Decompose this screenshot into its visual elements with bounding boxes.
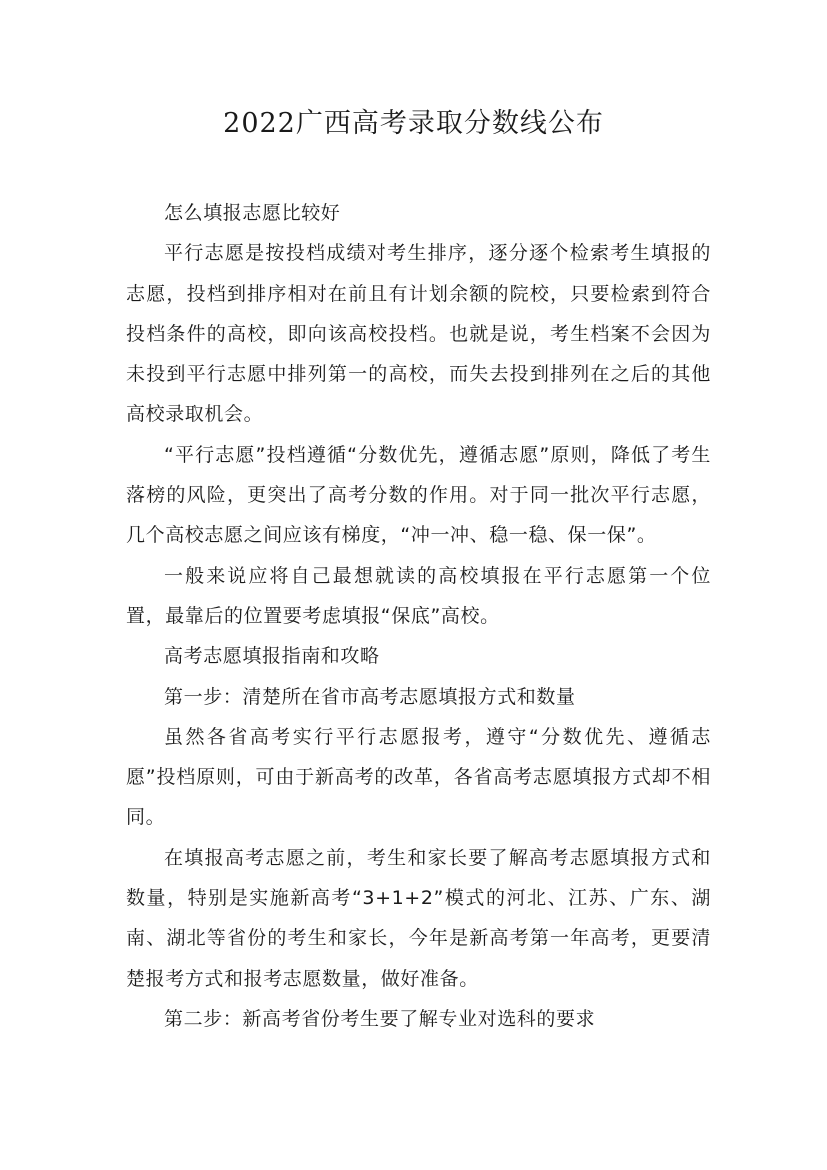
paragraph-first-choice-advice: 一般来说应将自己最想就读的高校填报在平行志愿第一个位置，最靠后的位置要考虑填报“保底”高校。 [126,564,711,627]
paragraph-provincial-difference: 虽然各省高考实行平行志愿报考，遵守“分数优先、遵循志愿”投档原则，可由于新高考的改革，各省高考志愿填报方式却不相同。 [126,725,711,829]
paragraph-heading-how-to-fill: 怎么填报志愿比较好 [164,202,341,224]
document-title: 2022广西高考录取分数线公布 [223,108,604,139]
paragraph-step-two: 第二步：新高考省份考生要了解专业对选科的要求 [164,1007,596,1030]
paragraph-heading-guide: 高考志愿填报指南和攻略 [164,645,380,668]
paragraph-parallel-volunteer-principle: “平行志愿”投档遵循“分数优先，遵循志愿”原则，降低了考生落榜的风险，更突出了高考分数的作用。对于同一批次平行志愿，几个高校志愿之间应该有梯度，“冲一冲、稳一稳、保一保”。 [126,443,711,547]
paragraph-before-filling: 在填报高考志愿之前，考生和家长要了解高考志愿填报方式和数量，特别是实施新高考“3+1+2”模式的河北、江苏、广东、湖南、湖北等省份的考生和家长，今年是新高考第一年高考，更要清楚报考方式和报考志愿数量，做好准备。 [126,846,711,990]
document-body [126,193,711,1039]
paragraph-parallel-volunteer-definition: 平行志愿是按投档成绩对考生排序，逐分逐个检索考生填报的志愿，投档到排序相对在前且有计划余额的院校，只要检索到符合投档条件的高校，即向该高校投档。也就是说，考生档案不会因为未投到平行志愿中排列第一的高校，而失去投到排列在之后的其他高校录取机会。 [126,242,711,426]
paragraph-step-one: 第一步：清楚所在省市高考志愿填报方式和数量 [164,685,576,708]
